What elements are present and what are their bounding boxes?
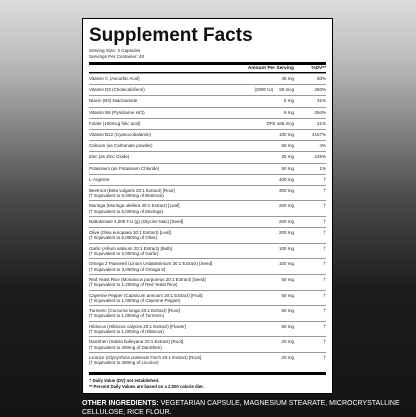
table-row	[89, 352, 326, 372]
ingredient-dv: 250%	[314, 87, 326, 93]
ingredient-name: Cayenne Pepper (Capsicum annuum 20:1 Extract) [Fruit]	[89, 292, 203, 298]
table-row	[89, 216, 326, 227]
table-row	[89, 174, 326, 185]
ingredient-dv: 4167%	[311, 131, 326, 137]
ingredient-name: Garlic (Allium sativum 20:1 Extract) [Bulb]	[89, 245, 173, 251]
ingredient-dv: †	[323, 261, 326, 267]
ingredient-amount: 50 mcg	[279, 87, 294, 93]
table-row	[89, 140, 326, 151]
ingredient-dv: †	[323, 176, 326, 182]
ingredient-dv: †	[323, 203, 326, 209]
ingredient-dv: 1%	[319, 165, 326, 171]
ingredient-name: Vitamin B12 (Cyanocobalamin)	[89, 131, 151, 137]
ingredient-equivalent: († Equivalent to 400mg of Licorice)	[89, 360, 159, 366]
table-row	[89, 163, 326, 174]
servings-per-container: Servings Per Container: 40	[89, 54, 145, 59]
ingredient-amount: 200 mg	[278, 230, 294, 236]
ingredient-dv: 225%	[314, 154, 326, 160]
table-row	[89, 258, 326, 274]
ingredient-dv: †	[323, 219, 326, 225]
other-ingredients	[82, 399, 412, 417]
ingredient-dv: †	[323, 355, 326, 360]
ingredient-dv: †	[323, 245, 326, 251]
ingredient-amount: 100 mg	[278, 131, 294, 137]
ingredient-dv: 21%	[316, 120, 326, 126]
ingredient-name: Potassium (as Potassium Chloride)	[89, 165, 160, 171]
ingredient-amount: 50 mg	[281, 143, 294, 149]
ingredient-name: Turmeric (Curcuma longa 20:1 Extract) [Root]	[89, 308, 180, 314]
ingredient-dv: †	[323, 308, 326, 314]
footnotes	[89, 372, 326, 390]
ingredient-name: Beetroot (Beta vulgaris 20:1 Extract) [Root]	[89, 187, 175, 193]
other-ingredients-text: VEGETARIAN CAPSULE, MAGNESIUM STEARATE, MICROCRYSTALLINE CELLULOSE, RICE FLOUR.	[82, 400, 400, 416]
ingredient-name: Licorice (Glycyrrhiza uralensis Fisch 20:1 Extract) [Root]	[89, 355, 202, 360]
ingredient-name: Vitamin B6 (Pyridoxine HCl)	[89, 109, 145, 115]
ingredient-equivalent: († Equivalent to 3,000mg of Omega 3)	[89, 266, 166, 272]
ingredient-amount: 50 mg	[281, 323, 294, 329]
ingredient-name: Vitamin C (Ascorbic Acid)	[89, 76, 140, 81]
ingredient-amount: 5 mg	[283, 98, 294, 104]
table-row	[89, 227, 326, 243]
ingredient-amount: 5 mg	[283, 109, 294, 115]
ingredient-equivalent: († Equivalent to 400mg of DanShen)	[89, 344, 162, 350]
ingredient-name: Niacin (B3) Niacinamide	[89, 98, 138, 104]
header-dv: %DV**	[311, 66, 326, 71]
ingredient-amount: 100 mg	[278, 261, 294, 267]
ingredient-equivalent: († Equivalent to 2,000mg of Garlic)	[89, 251, 159, 257]
table-row	[89, 73, 326, 84]
ingredient-equivalent: († Equivalent to 1,000mg of Turmeric)	[89, 313, 165, 319]
ingredient-amount: 300 mg	[278, 187, 294, 193]
ingredient-dv: 4%	[319, 143, 326, 149]
ingredient-equivalent: († Equivalent to 6,000mg of Olive)	[89, 235, 158, 241]
ingredient-iu: (2000 IU)	[254, 87, 274, 93]
table-row	[89, 290, 326, 306]
table-row	[89, 321, 326, 337]
ingredient-name: Hibiscus (Hibiscus calyces 20:1 Extract) [Flower]	[89, 323, 187, 329]
ingredient-name: DanShen (Salvia bulleyana 20:1 Extract) [Root]	[89, 339, 184, 345]
ingredient-name: Red Yeast Rice (Monascus purpureus 20:1 Extract) [Seed]	[89, 277, 206, 283]
ingredient-equivalent: († Equivalent to 1,000mg of Cayenne Pepper)	[89, 297, 181, 303]
table-row	[89, 129, 326, 140]
ingredient-equivalent: († Equivalent to 6,000mg of Beetroot)	[89, 193, 164, 199]
table-row	[89, 274, 326, 290]
ingredient-amount: 400 mg	[278, 176, 294, 182]
ingredient-amount: 50 mg	[281, 277, 294, 283]
ingredient-name: Folate (100mcg folic acid)	[89, 120, 141, 126]
ingredient-dv: 31%	[316, 98, 326, 104]
ingredient-amount: 50 mg	[281, 292, 294, 298]
ingredient-amount: 25 mg	[281, 154, 294, 160]
table-row	[89, 336, 326, 352]
ingredient-dv: †	[323, 323, 326, 329]
table-row	[89, 243, 326, 259]
other-ingredients-label: OTHER INGREDIENTS:	[82, 400, 159, 407]
ingredient-dv: †	[323, 230, 326, 236]
ingredient-name: Moringa (Moringa oleifera 30:1 Extract) [Leaf]	[89, 203, 180, 209]
ingredient-name: Zinc (as Zinc Oxide)	[89, 154, 130, 160]
ingredient-equivalent: († Equivalent to 1,200mg of Red Yeast Rice)	[89, 282, 178, 288]
ingredient-name: Olive (Olea europaea 30:1 Extract) [Leaf]	[89, 230, 172, 236]
table-row	[89, 151, 326, 162]
ingredient-amount: 50 mg	[281, 308, 294, 314]
ingredient-dv: †	[323, 187, 326, 193]
ingredient-name: Omega 3 Flaxseed (Linum Usitatissimum 30:1 Extract) [Seed]	[89, 261, 213, 267]
panel-title: Supplement Facts	[89, 25, 253, 46]
table-row	[89, 118, 326, 129]
ingredient-name: Calcium (as Carbonate powder)	[89, 143, 153, 149]
table-header	[89, 65, 326, 72]
supplement-facts-panel	[82, 18, 333, 394]
header-amount: Amount Per Serving	[247, 66, 294, 71]
serving-size: Serving Size: 3 Capsules	[89, 48, 141, 53]
ingredient-amount: 20 mg	[281, 339, 294, 345]
footnote-calorie: ** Percent Daily Values are based on a 2,000 calorie diet.	[89, 384, 204, 389]
footnote-dv: † Daily Value (DV) not established.	[89, 378, 160, 383]
table-row	[89, 84, 326, 95]
ingredient-dv: 50%	[316, 76, 326, 81]
ingredient-equivalent: († Equivalent to 6,000mg of Moringa)	[89, 208, 164, 214]
ingredient-dv: †	[323, 292, 326, 298]
ingredient-dv: †	[323, 277, 326, 283]
ingredient-name: Nattokinase 4,000 F.U (g) (Glycine Max) [Seed]	[89, 219, 184, 225]
ingredient-name: Vitamin D3 (Cholecalciferol)	[89, 87, 145, 93]
ingredient-amount: 100 mg	[278, 245, 294, 251]
table-row	[89, 200, 326, 216]
ingredient-name: L-Arginine	[89, 176, 110, 182]
ingredient-amount: 20 mg	[281, 355, 294, 360]
table-row	[89, 305, 326, 321]
ingredient-dv: 294%	[314, 109, 326, 115]
ingredient-amount: 45 mg	[281, 76, 294, 81]
nutrient-table	[89, 73, 326, 372]
ingredient-equivalent: († Equivalent to 1,000mg of Hibiscus)	[89, 329, 164, 335]
ingredient-dv: †	[323, 339, 326, 345]
ingredient-amount: DFE 166 mcg	[266, 120, 294, 126]
ingredient-amount: 200 mg	[278, 219, 294, 225]
table-row	[89, 95, 326, 106]
table-row	[89, 107, 326, 118]
ingredient-amount: 200 mg	[278, 203, 294, 209]
ingredient-amount: 50 mg	[281, 165, 294, 171]
table-row	[89, 185, 326, 201]
